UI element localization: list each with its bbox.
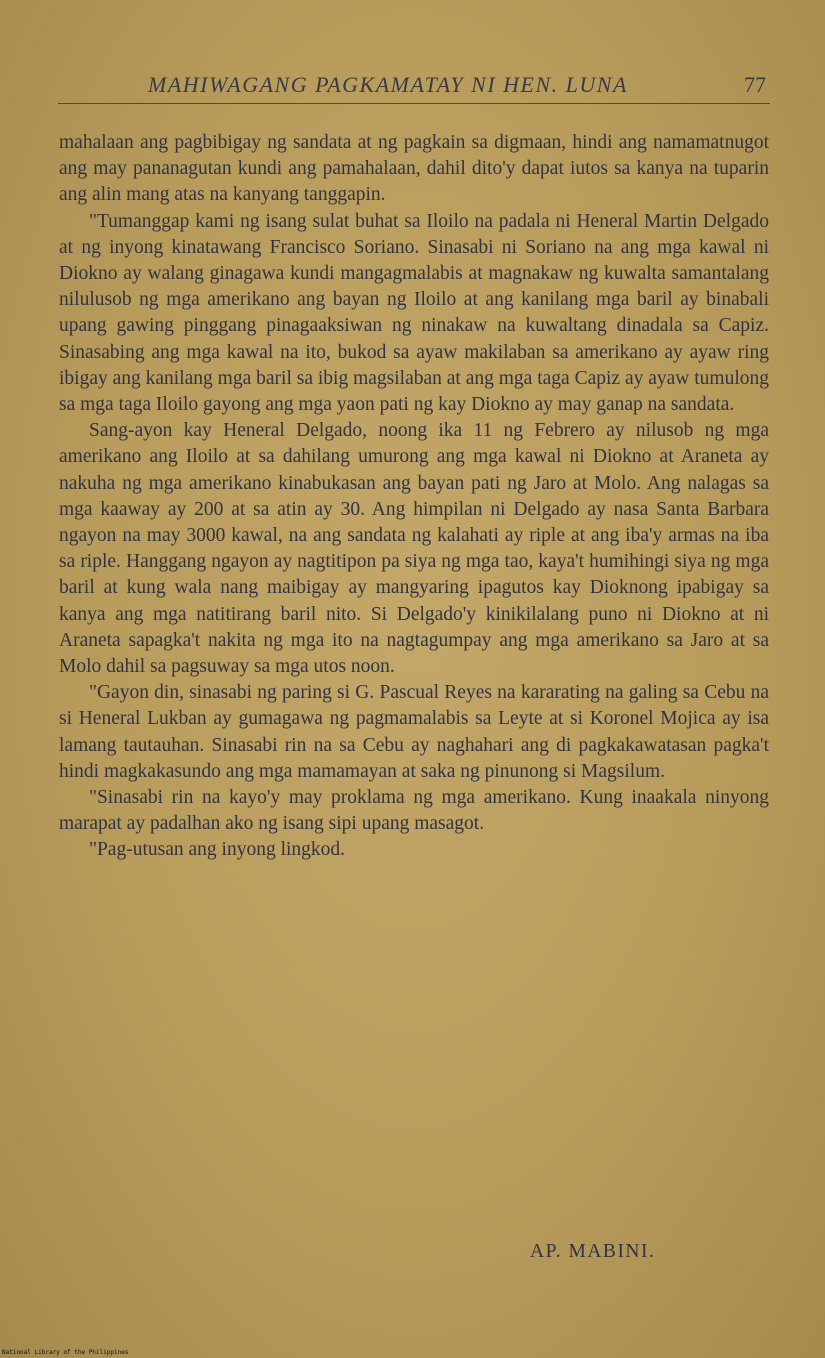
paragraph-pascual-reyes: "Gayon din, sinasabi ng paring si G. Pascual Reyes na kararating na galing sa Cebu na si Heneral Lukban ay gumagawa ng pagmamalabis sa Leyte at si Koronel Mojica ay isa lamang tautauhan. Sinasabi rin na sa Cebu ay naghahari ang di pagkakawatasan pagka't hindi magkakasundo ang mga mamamayan at saka ng pinunong si Magsilum. <box>59 682 769 782</box>
paragraph-letter-soriano: "Tumanggap kami ng isang sulat buhat sa Iloilo na padala ni Heneral Martin Delgado at ng inyong kinatawang Francisco Soriano. Sinasabi ni Soriano na ang mga kawal ni Diokno ay walang ginagawa kundi mangagmalabis at magnakaw ng kuwalta samantalang nilulusob ng mga amerikano ang bayan ng Iloilo at ang kanilang mga baril ay binabali upang gawing pinggang pinagaaksiwan ng ninakaw na kuwaltang dinadala sa Capiz. Sinasabing ang mga kawal na ito, bukod sa ayaw makilaban sa amerikano ay ayaw ring ibigay ang kanilang mga baril sa ibig magsilaban at ang mga taga Capiz ay ayaw tumulong sa mga taga Iloilo gayong ang mga yaon pati ng kay Diokno ay may ganap na sandata. <box>59 210 769 416</box>
paragraph-closing: "Pag-utusan ang inyong lingkod. <box>89 839 346 861</box>
header-rule <box>58 103 770 104</box>
paragraph-delgado-report: Sang-ayon kay Heneral Delgado, noong ika 11 ng Febrero ay nilusob ng mga amerikano ang Iloilo at sa dahilang umurong ang mga kawal ni Diokno at Araneta ay nakuha ng mga amerikano kinabukasan ang bayan pati ng Jaro at Molo. Ang nalagas sa mga kaaway ay 200 at sa atin ay 30. Ang himpilan ni Delgado ay nasa Santa Barbara ngayon na may 3000 kawal, na ang sandata ng kalahati ay riple at ang iba'y armas na iba sa riple. Hanggang ngayon ay nagtitipon pa siya ng mga tao, kaya't humihingi siya ng mga baril at kung wala nang maibigay ay mangyaring ipagutos kay Dioknong ipabigay sa kanya ang mga natitirang baril nito. Si Delgado'y kinikilalang puno ni Diokno at ni Araneta sapagka't nakita ng mga ito na nagtagumpay ang mga amerikano sa Jaro at sa Molo dahil sa pagsuway sa mga utos noon. <box>59 420 769 678</box>
footer-credit: National Library of the Philippines <box>2 1349 129 1356</box>
paragraph-continuation: mahalaan ang pagbibigay ng sandata at ng pagkain sa digmaan, hindi ang namamatnugot ang may pananagutan kundi ang pamahalaan, dahil dito'y dapat iutos sa kanya na tuparin ang alin mang atas na kanyang tanggapin. <box>59 132 769 206</box>
signature: AP. MABINI. <box>530 1241 656 1262</box>
running-title: MAHIWAGANG PAGKAMATAY NI HEN. LUNA <box>148 72 628 97</box>
body-text <box>59 130 769 864</box>
paragraph-proclamation: "Sinasabi rin na kayo'y may proklama ng mga amerikano. Kung inaakala ninyong marapat ay padalhan ako ng isang sipi upang masagot. <box>59 787 769 835</box>
running-header <box>58 70 770 104</box>
page-number: 77 <box>744 72 766 97</box>
